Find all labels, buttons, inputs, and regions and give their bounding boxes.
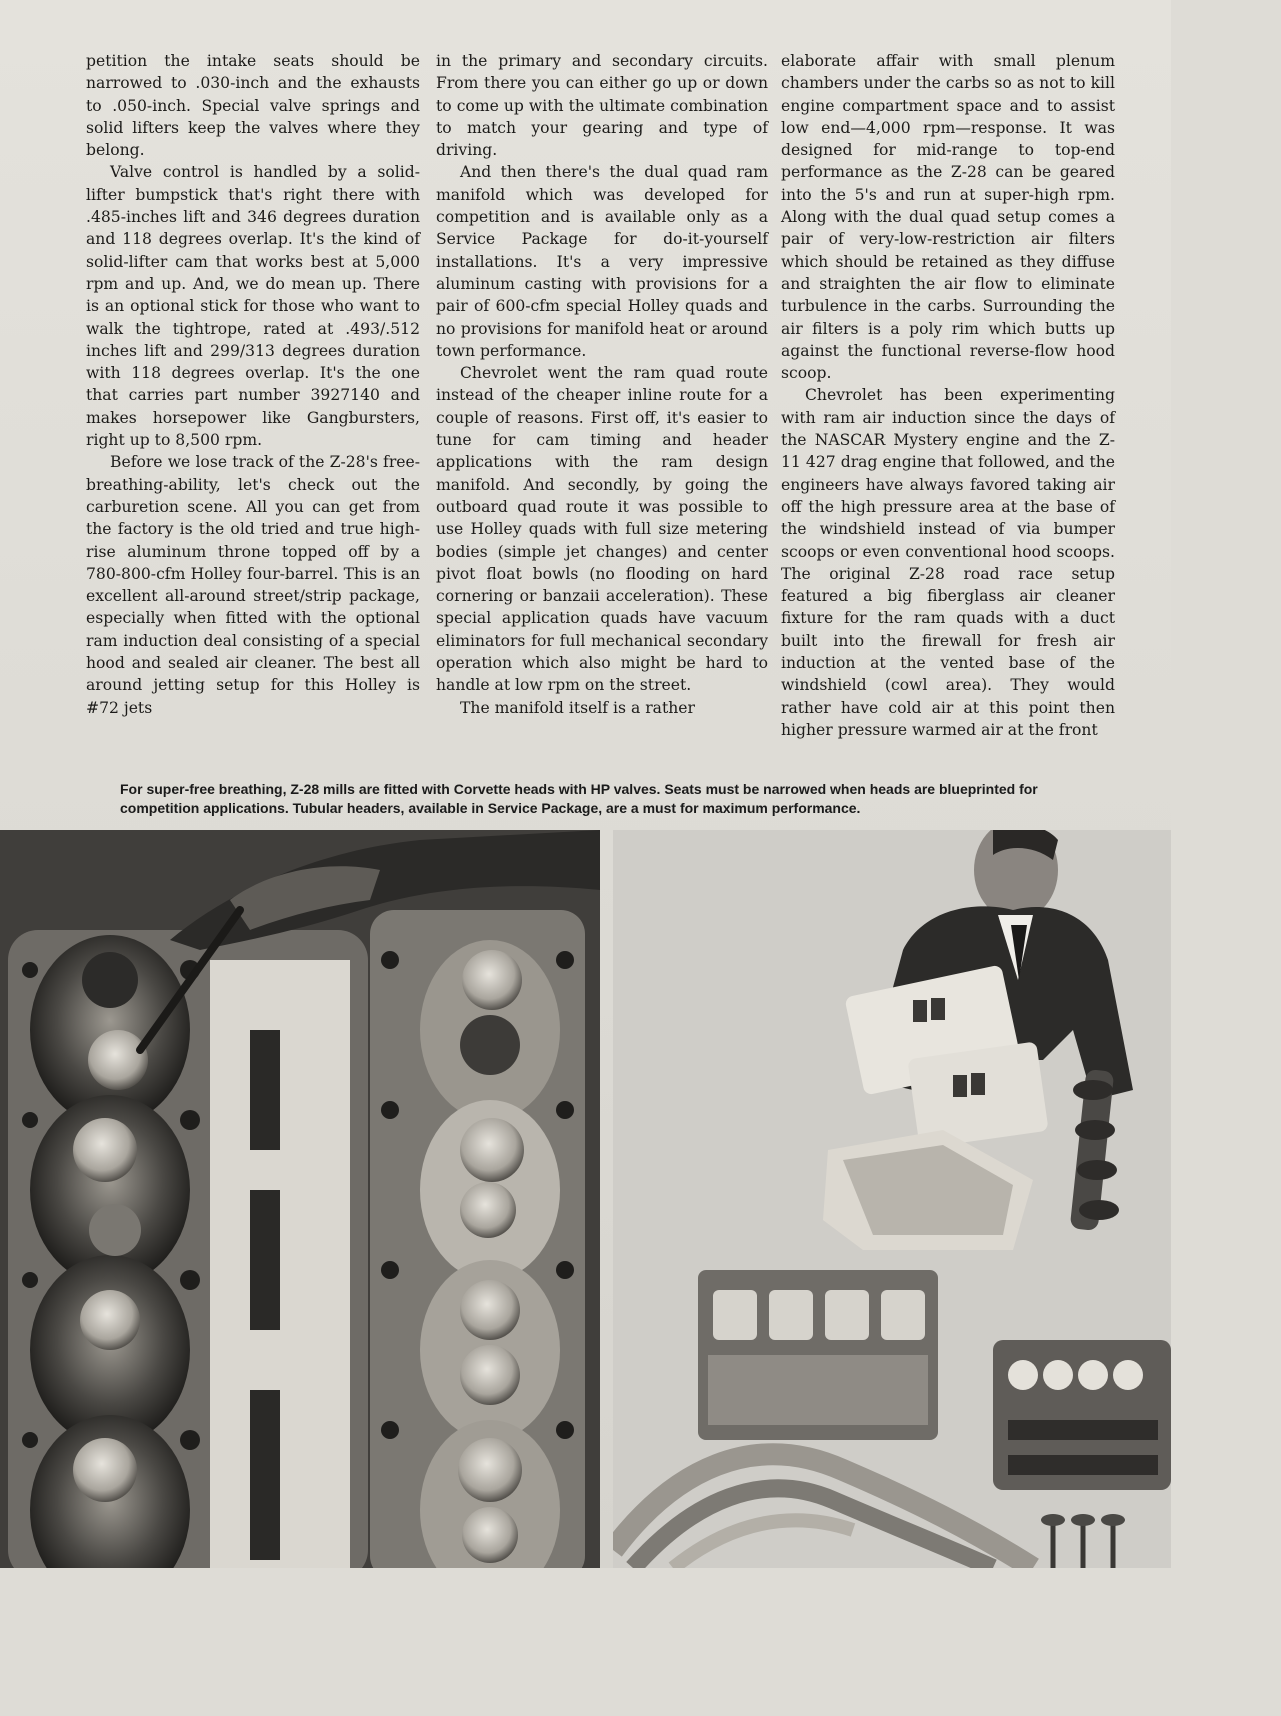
paragraph: elaborate affair with small plenum chambers under the carbs so as not to kill engine compartment space and to assist low end—4,000 rpm—response. It was designed for mid-range to top-end performance as the Z-28 can be geared into the 5's and run at super-high rpm. Along with the dual quad setup comes a pair of very-low-restriction air filters which should be retained as they diffuse and straighten the air flow to eliminate turbulence in the carbs. Surrounding the air filters is a poly rim which butts up against the functional reverse-flow hood scoop. bbox=[781, 52, 1115, 383]
text-column-3 bbox=[781, 50, 1115, 741]
photo-caption: For super-free breathing, Z-28 mills are fitted with Corvette heads with HP valves. Seats must be narrowed when heads are blueprinted for competition applications. Tubular headers, available in Service Package, are a must for maximum performance. bbox=[120, 781, 1038, 816]
paragraph: Chevrolet has been experimenting with ram air induction since the days of the NASCAR Mystery engine and the Z-11 427 drag engine that followed, and the engineers have always favored taking air off the high pressure area at the base of the windshield instead of via bumper scoops or even conventional hood scoops. The original Z-28 road race setup featured a big fiberglass air cleaner fixture for the ram quads with a duct built into the firewall for fresh air induction at the vented base of the windshield (cowl area). They would rather have cold air at this point then higher pressure warmed air at the front bbox=[781, 386, 1115, 739]
paragraph: The manifold itself is a rather bbox=[460, 698, 695, 717]
paragraph: petition the intake seats should be narrowed to .030-inch and the exhausts to .050-inch. Special valve springs and solid lifters keep the valves where they belong. bbox=[86, 52, 420, 160]
paragraph: Valve control is handled by a solid-lifter bumpstick that's right there with .485-inches lift and 346 degrees duration and 118 degrees overlap. It's the kind of solid-lifter cam that works best at 5,000 rpm and up. And, we do mean up. There is an optional stick for those who want to walk the tightrope, rated at .493/.512 inches lift and 299/313 degrees duration with 118 degrees overlap. It's the one that carries part number 3927140 and makes horsepower like Gangbursters, right up to 8,500 rpm. bbox=[86, 163, 420, 450]
text-column-2 bbox=[436, 50, 768, 719]
paragraph: Chevrolet went the ram quad route instead of the cheaper inline route for a couple of reasons. First off, it's easier to tune for cam timing and header applications with the ram design manifold. And secondly, by going the outboard quad route it was possible to use Holley quads with full size metering bodies (simple jet changes) and center pivot float bowls (no flooding on hard cornering or banzaii acceleration). These special application quads have vacuum eliminators for full mechanical secondary operation which also might be hard to handle at low rpm on the street. bbox=[436, 364, 768, 695]
cylinder-heads-photo bbox=[0, 830, 600, 1568]
text-column-1 bbox=[86, 50, 420, 719]
paragraph: in the primary and secondary circuits. From there you can either go up or down to come up with the ultimate combination to match your gearing and type of driving. bbox=[436, 52, 768, 160]
paragraph: Before we lose track of the Z-28's free-breathing-ability, let's check out the carburetion scene. All you can get from the factory is the old tried and true high-rise aluminum throne topped off by a 780-800-cfm Holley four-barrel. This is an excellent all-around street/strip package, especially when fitted with the optional ram induction deal consisting of a special hood and sealed air cleaner. The best all around jetting setup for this Holley is #72 jets bbox=[86, 453, 420, 717]
engine-parts-photo bbox=[613, 830, 1171, 1568]
paragraph: And then there's the dual quad ram manifold which was developed for competition and is available only as a Service Package for do-it-yourself installations. It's a very impressive aluminum casting with provisions for a pair of 600-cfm special Holley quads and no provisions for manifold heat or around town performance. bbox=[436, 163, 768, 360]
